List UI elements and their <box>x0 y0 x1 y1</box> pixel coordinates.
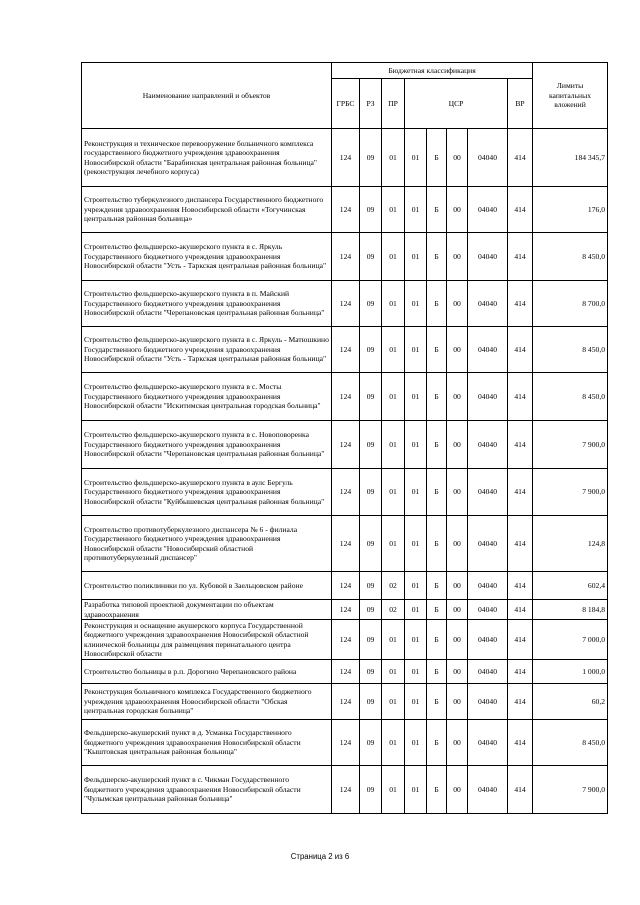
table-row <box>82 469 608 516</box>
row-rz: 09 <box>360 766 382 814</box>
row-csr-code: 04040 <box>468 469 508 516</box>
row-name: Строительство туберкулезного диспансера Государственного бюджетного учреждения здравоохранения Новосибирской области «Тогучинская центральная районная больница» <box>82 187 332 233</box>
row-vr: 414 <box>508 620 533 660</box>
row-csr-block: 00 <box>447 620 468 660</box>
row-rz: 09 <box>360 421 382 469</box>
row-grbs: 124 <box>332 600 360 620</box>
row-csr-block: 00 <box>447 660 468 684</box>
row-csr-block: 00 <box>447 187 468 233</box>
row-name: Строительство фельдшерско-акушерского пункта в аулс Бергуль Государственного бюджетного учреждения здравоохранения Новосибирской области "Куйбышевская центральная районная больница" <box>82 469 332 516</box>
table-row <box>82 233 608 281</box>
row-vr: 414 <box>508 129 533 187</box>
row-csr-program: 01 <box>405 281 427 327</box>
row-csr-block: 00 <box>447 327 468 373</box>
row-csr-code: 04040 <box>468 421 508 469</box>
row-vr: 414 <box>508 600 533 620</box>
row-amount: 1 000,0 <box>533 660 608 684</box>
row-amount: 7 000,0 <box>533 620 608 660</box>
row-csr-subprogram: Б <box>427 720 447 766</box>
row-rz: 09 <box>360 373 382 421</box>
header-vr: ВР <box>508 79 533 129</box>
row-vr: 414 <box>508 516 533 572</box>
row-pr: 01 <box>382 281 405 327</box>
table-row <box>82 660 608 684</box>
row-grbs: 124 <box>332 421 360 469</box>
table-row <box>82 129 608 187</box>
row-csr-block: 00 <box>447 572 468 600</box>
table-body <box>82 129 608 814</box>
row-csr-program: 01 <box>405 327 427 373</box>
row-csr-subprogram: Б <box>427 421 447 469</box>
row-amount: 8 700,0 <box>533 281 608 327</box>
row-csr-program: 01 <box>405 469 427 516</box>
row-name: Фельдшерско-акушерский пункт в с. Чикман Государственного бюджетного учреждения здравоохранения Новосибирской области "Чулымская центральная районная больница" <box>82 766 332 814</box>
row-csr-code: 04040 <box>468 572 508 600</box>
row-csr-subprogram: Б <box>427 373 447 421</box>
table-row <box>82 620 608 660</box>
table-row <box>82 684 608 720</box>
row-vr: 414 <box>508 421 533 469</box>
row-csr-program: 01 <box>405 600 427 620</box>
row-rz: 09 <box>360 281 382 327</box>
row-grbs: 124 <box>332 187 360 233</box>
row-pr: 01 <box>382 327 405 373</box>
row-csr-subprogram: Б <box>427 129 447 187</box>
row-pr: 01 <box>382 766 405 814</box>
row-vr: 414 <box>508 720 533 766</box>
row-csr-code: 04040 <box>468 684 508 720</box>
row-pr: 01 <box>382 187 405 233</box>
row-amount: 8 184,8 <box>533 600 608 620</box>
table-row <box>82 187 608 233</box>
row-vr: 414 <box>508 281 533 327</box>
row-csr-program: 01 <box>405 187 427 233</box>
row-grbs: 124 <box>332 620 360 660</box>
row-grbs: 124 <box>332 129 360 187</box>
row-pr: 01 <box>382 660 405 684</box>
row-vr: 414 <box>508 766 533 814</box>
row-csr-block: 00 <box>447 373 468 421</box>
row-amount: 60,2 <box>533 684 608 720</box>
row-grbs: 124 <box>332 327 360 373</box>
row-name: Строительство фельдшерско-акушерского пункта в п. Майский Государственного бюджетного учреждения здравоохранения Новосибирской области "Черепановская центральная районная больница" <box>82 281 332 327</box>
row-amount: 184 345,7 <box>533 129 608 187</box>
header-csr: ЦСР <box>405 79 508 129</box>
row-vr: 414 <box>508 684 533 720</box>
row-name: Строительство фельдшерско-акушерского пункта в с. Яркуль Государственного бюджетного учреждения здравоохранения Новосибирской области "Усть - Таркская центральная районная больница" <box>82 233 332 281</box>
row-csr-subprogram: Б <box>427 766 447 814</box>
row-vr: 414 <box>508 572 533 600</box>
row-pr: 01 <box>382 720 405 766</box>
row-grbs: 124 <box>332 684 360 720</box>
row-csr-program: 01 <box>405 373 427 421</box>
row-vr: 414 <box>508 233 533 281</box>
row-name: Фельдшерско-акушерский пункт в д. Усманка Государственного бюджетного учреждения здравоохранения Новосибирской области "Кыштовская центральная районная больница" <box>82 720 332 766</box>
row-name: Строительство фельдшерско-акушерского пункта в с. Мосты Государственного бюджетного учреждения здравоохранения Новосибирской области "Искитимская центральная городская больница" <box>82 373 332 421</box>
row-grbs: 124 <box>332 660 360 684</box>
row-csr-block: 00 <box>447 600 468 620</box>
row-csr-code: 04040 <box>468 720 508 766</box>
row-csr-subprogram: Б <box>427 572 447 600</box>
row-rz: 09 <box>360 187 382 233</box>
row-csr-block: 00 <box>447 129 468 187</box>
table-row <box>82 572 608 600</box>
table-row <box>82 720 608 766</box>
page-number: Страница 2 из 6 <box>290 852 350 861</box>
row-rz: 09 <box>360 572 382 600</box>
row-csr-program: 01 <box>405 572 427 600</box>
row-rz: 09 <box>360 660 382 684</box>
row-rz: 09 <box>360 469 382 516</box>
row-csr-subprogram: Б <box>427 600 447 620</box>
row-amount: 8 450,0 <box>533 373 608 421</box>
row-csr-block: 00 <box>447 684 468 720</box>
row-csr-code: 04040 <box>468 129 508 187</box>
row-csr-subprogram: Б <box>427 187 447 233</box>
row-csr-code: 04040 <box>468 187 508 233</box>
row-amount: 7 900,0 <box>533 469 608 516</box>
row-csr-block: 00 <box>447 720 468 766</box>
row-vr: 414 <box>508 327 533 373</box>
row-grbs: 124 <box>332 516 360 572</box>
row-csr-code: 04040 <box>468 516 508 572</box>
row-csr-code: 04040 <box>468 373 508 421</box>
row-grbs: 124 <box>332 233 360 281</box>
row-csr-program: 01 <box>405 516 427 572</box>
row-grbs: 124 <box>332 720 360 766</box>
row-name: Реконструкция и оснащение акушерского корпуса Государственной бюджетного учреждения здравоохранения Новосибирской областной клинической больницы для размещения перинатального центра Новосибирской области <box>82 620 332 660</box>
table-row <box>82 327 608 373</box>
row-amount: 7 900,0 <box>533 766 608 814</box>
row-csr-program: 01 <box>405 421 427 469</box>
row-vr: 414 <box>508 187 533 233</box>
row-rz: 09 <box>360 233 382 281</box>
header-grbs: ГРБС <box>332 79 360 129</box>
row-csr-subprogram: Б <box>427 516 447 572</box>
table-row <box>82 281 608 327</box>
row-csr-program: 01 <box>405 660 427 684</box>
row-rz: 09 <box>360 720 382 766</box>
row-csr-subprogram: Б <box>427 281 447 327</box>
row-rz: 09 <box>360 327 382 373</box>
row-amount: 176,0 <box>533 187 608 233</box>
row-csr-subprogram: Б <box>427 684 447 720</box>
row-rz: 09 <box>360 600 382 620</box>
row-amount: 124,8 <box>533 516 608 572</box>
row-vr: 414 <box>508 469 533 516</box>
row-grbs: 124 <box>332 469 360 516</box>
table-row <box>82 600 608 620</box>
row-pr: 01 <box>382 233 405 281</box>
header-pr: ПР <box>382 79 405 129</box>
row-grbs: 124 <box>332 766 360 814</box>
row-rz: 09 <box>360 129 382 187</box>
row-amount: 8 450,0 <box>533 720 608 766</box>
row-rz: 09 <box>360 516 382 572</box>
row-csr-code: 04040 <box>468 327 508 373</box>
row-pr: 01 <box>382 516 405 572</box>
row-csr-block: 00 <box>447 421 468 469</box>
row-pr: 02 <box>382 600 405 620</box>
header-budget-classification: Бюджетная классификация <box>332 63 533 79</box>
row-amount: 602,4 <box>533 572 608 600</box>
row-pr: 01 <box>382 684 405 720</box>
capital-investment-table <box>81 62 608 814</box>
row-pr: 01 <box>382 373 405 421</box>
header-rz: РЗ <box>360 79 382 129</box>
row-csr-code: 04040 <box>468 600 508 620</box>
row-name: Строительство фельдшерско-акушерского пункта в с. Яркуль - Матюшкино Государственного бюджетного учреждения здравоохранения Новосибирской области "Усть - Таркская центральная районная больница" <box>82 327 332 373</box>
row-vr: 414 <box>508 373 533 421</box>
row-pr: 01 <box>382 469 405 516</box>
row-amount: 8 450,0 <box>533 233 608 281</box>
table-row <box>82 373 608 421</box>
row-csr-block: 00 <box>447 516 468 572</box>
header-name: Наименование направлений и объектов <box>82 63 332 129</box>
row-name: Строительство противотуберкулезного диспансера № 6 - филиала Государственного бюджетного учреждения здравоохранения Новосибирской области "Новосибирский областной противотуберкулезный диспансер" <box>82 516 332 572</box>
row-name: Реконструкция больничного комплекса Государственного бюджетного учреждения здравоохранения Новосибирской области "Обская центральная городская больница" <box>82 684 332 720</box>
row-vr: 414 <box>508 660 533 684</box>
row-amount: 8 450,0 <box>533 327 608 373</box>
row-csr-code: 04040 <box>468 233 508 281</box>
row-grbs: 124 <box>332 572 360 600</box>
table-row <box>82 516 608 572</box>
row-amount: 7 900,0 <box>533 421 608 469</box>
row-grbs: 124 <box>332 281 360 327</box>
row-csr-block: 00 <box>447 281 468 327</box>
row-csr-subprogram: Б <box>427 620 447 660</box>
row-csr-program: 01 <box>405 766 427 814</box>
row-name: Строительство поликлиники по ул. Кубовой в Заельцовском районе <box>82 572 332 600</box>
row-csr-block: 00 <box>447 233 468 281</box>
row-name: Разработка типовой проектной документации по объектам здравоохранения <box>82 600 332 620</box>
row-pr: 01 <box>382 421 405 469</box>
row-csr-code: 04040 <box>468 281 508 327</box>
row-csr-subprogram: Б <box>427 327 447 373</box>
table-row <box>82 421 608 469</box>
header-limits: Лимиты капитальных вложений <box>533 63 608 129</box>
row-csr-code: 04040 <box>468 660 508 684</box>
row-name: Строительство фельдшерско-акушерского пункта в с. Новоповоренка Государственного бюджетного учреждения здравоохранения Новосибирской области "Черепановская центральная районная больница" <box>82 421 332 469</box>
row-csr-program: 01 <box>405 129 427 187</box>
row-csr-subprogram: Б <box>427 469 447 516</box>
row-name: Реконструкция и техническое перевооружение больничного комплекса государственного бюджетного учреждения здравоохранения Новосибирской области "Барабинская центральная районная больница" (реконструкция лечебного корпуса) <box>82 129 332 187</box>
row-pr: 01 <box>382 620 405 660</box>
row-csr-block: 00 <box>447 766 468 814</box>
row-name: Строительство больницы в р.п. Дорогино Черепановского района <box>82 660 332 684</box>
row-csr-program: 01 <box>405 684 427 720</box>
row-grbs: 124 <box>332 373 360 421</box>
row-csr-program: 01 <box>405 720 427 766</box>
row-csr-subprogram: Б <box>427 233 447 281</box>
row-csr-program: 01 <box>405 620 427 660</box>
row-csr-code: 04040 <box>468 620 508 660</box>
row-rz: 09 <box>360 620 382 660</box>
row-pr: 02 <box>382 572 405 600</box>
row-csr-program: 01 <box>405 233 427 281</box>
row-csr-subprogram: Б <box>427 660 447 684</box>
row-csr-block: 00 <box>447 469 468 516</box>
table-row <box>82 766 608 814</box>
row-rz: 09 <box>360 684 382 720</box>
row-csr-code: 04040 <box>468 766 508 814</box>
row-pr: 01 <box>382 129 405 187</box>
